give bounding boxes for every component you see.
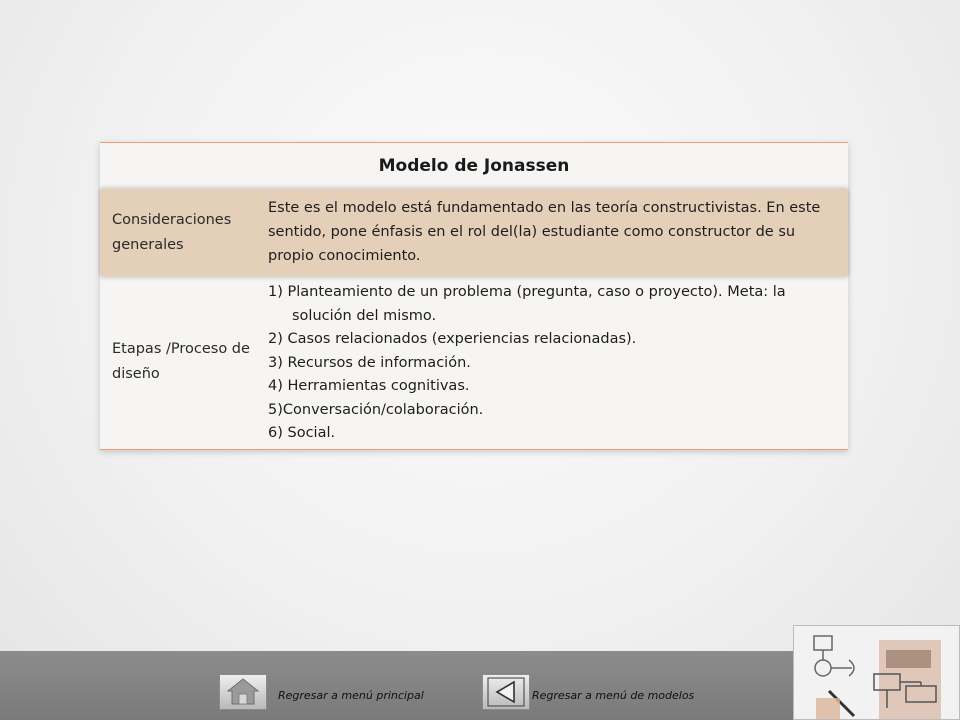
main-menu-link[interactable]: Regresar a menú principal [278,689,424,702]
back-button[interactable] [482,674,530,710]
row-text-general: Este es el modelo está fundamentado en las teoría constructivistas. En este sentido, pone énfasis en el rol del(la) estudiante como constructor de su propio conocimiento. [268,200,821,264]
row-label-stages: Etapas /Proceso de diseño [112,341,250,383]
stage-item: 6) Social. [268,425,336,441]
stage-item: 1) Planteamiento de un problema (pregunta, caso o proyecto). Meta: la solución del mismo. [268,284,786,324]
back-arrow-icon [483,675,529,709]
table-title: Modelo de Jonassen [100,142,848,189]
stages-list [268,276,848,449]
stage-item: 4) Herramientas cognitivas. [268,378,470,394]
row-label-general: Consideraciones generales [112,211,232,253]
home-icon [220,675,266,709]
stage-item: 2) Casos relacionados (experiencias relacionadas). [268,331,637,347]
stage-item: 5)Conversación/colaboración. [268,401,484,418]
stage-item: 3) Recursos de información. [268,354,471,371]
table-row-general [100,189,848,276]
flowchart-thumbnail [793,625,960,720]
home-button[interactable] [219,674,267,710]
models-menu-link[interactable]: Regresar a menú de modelos [532,689,695,702]
table-row-stages [100,276,848,450]
model-table [100,142,848,450]
flowchart-image [794,626,960,720]
